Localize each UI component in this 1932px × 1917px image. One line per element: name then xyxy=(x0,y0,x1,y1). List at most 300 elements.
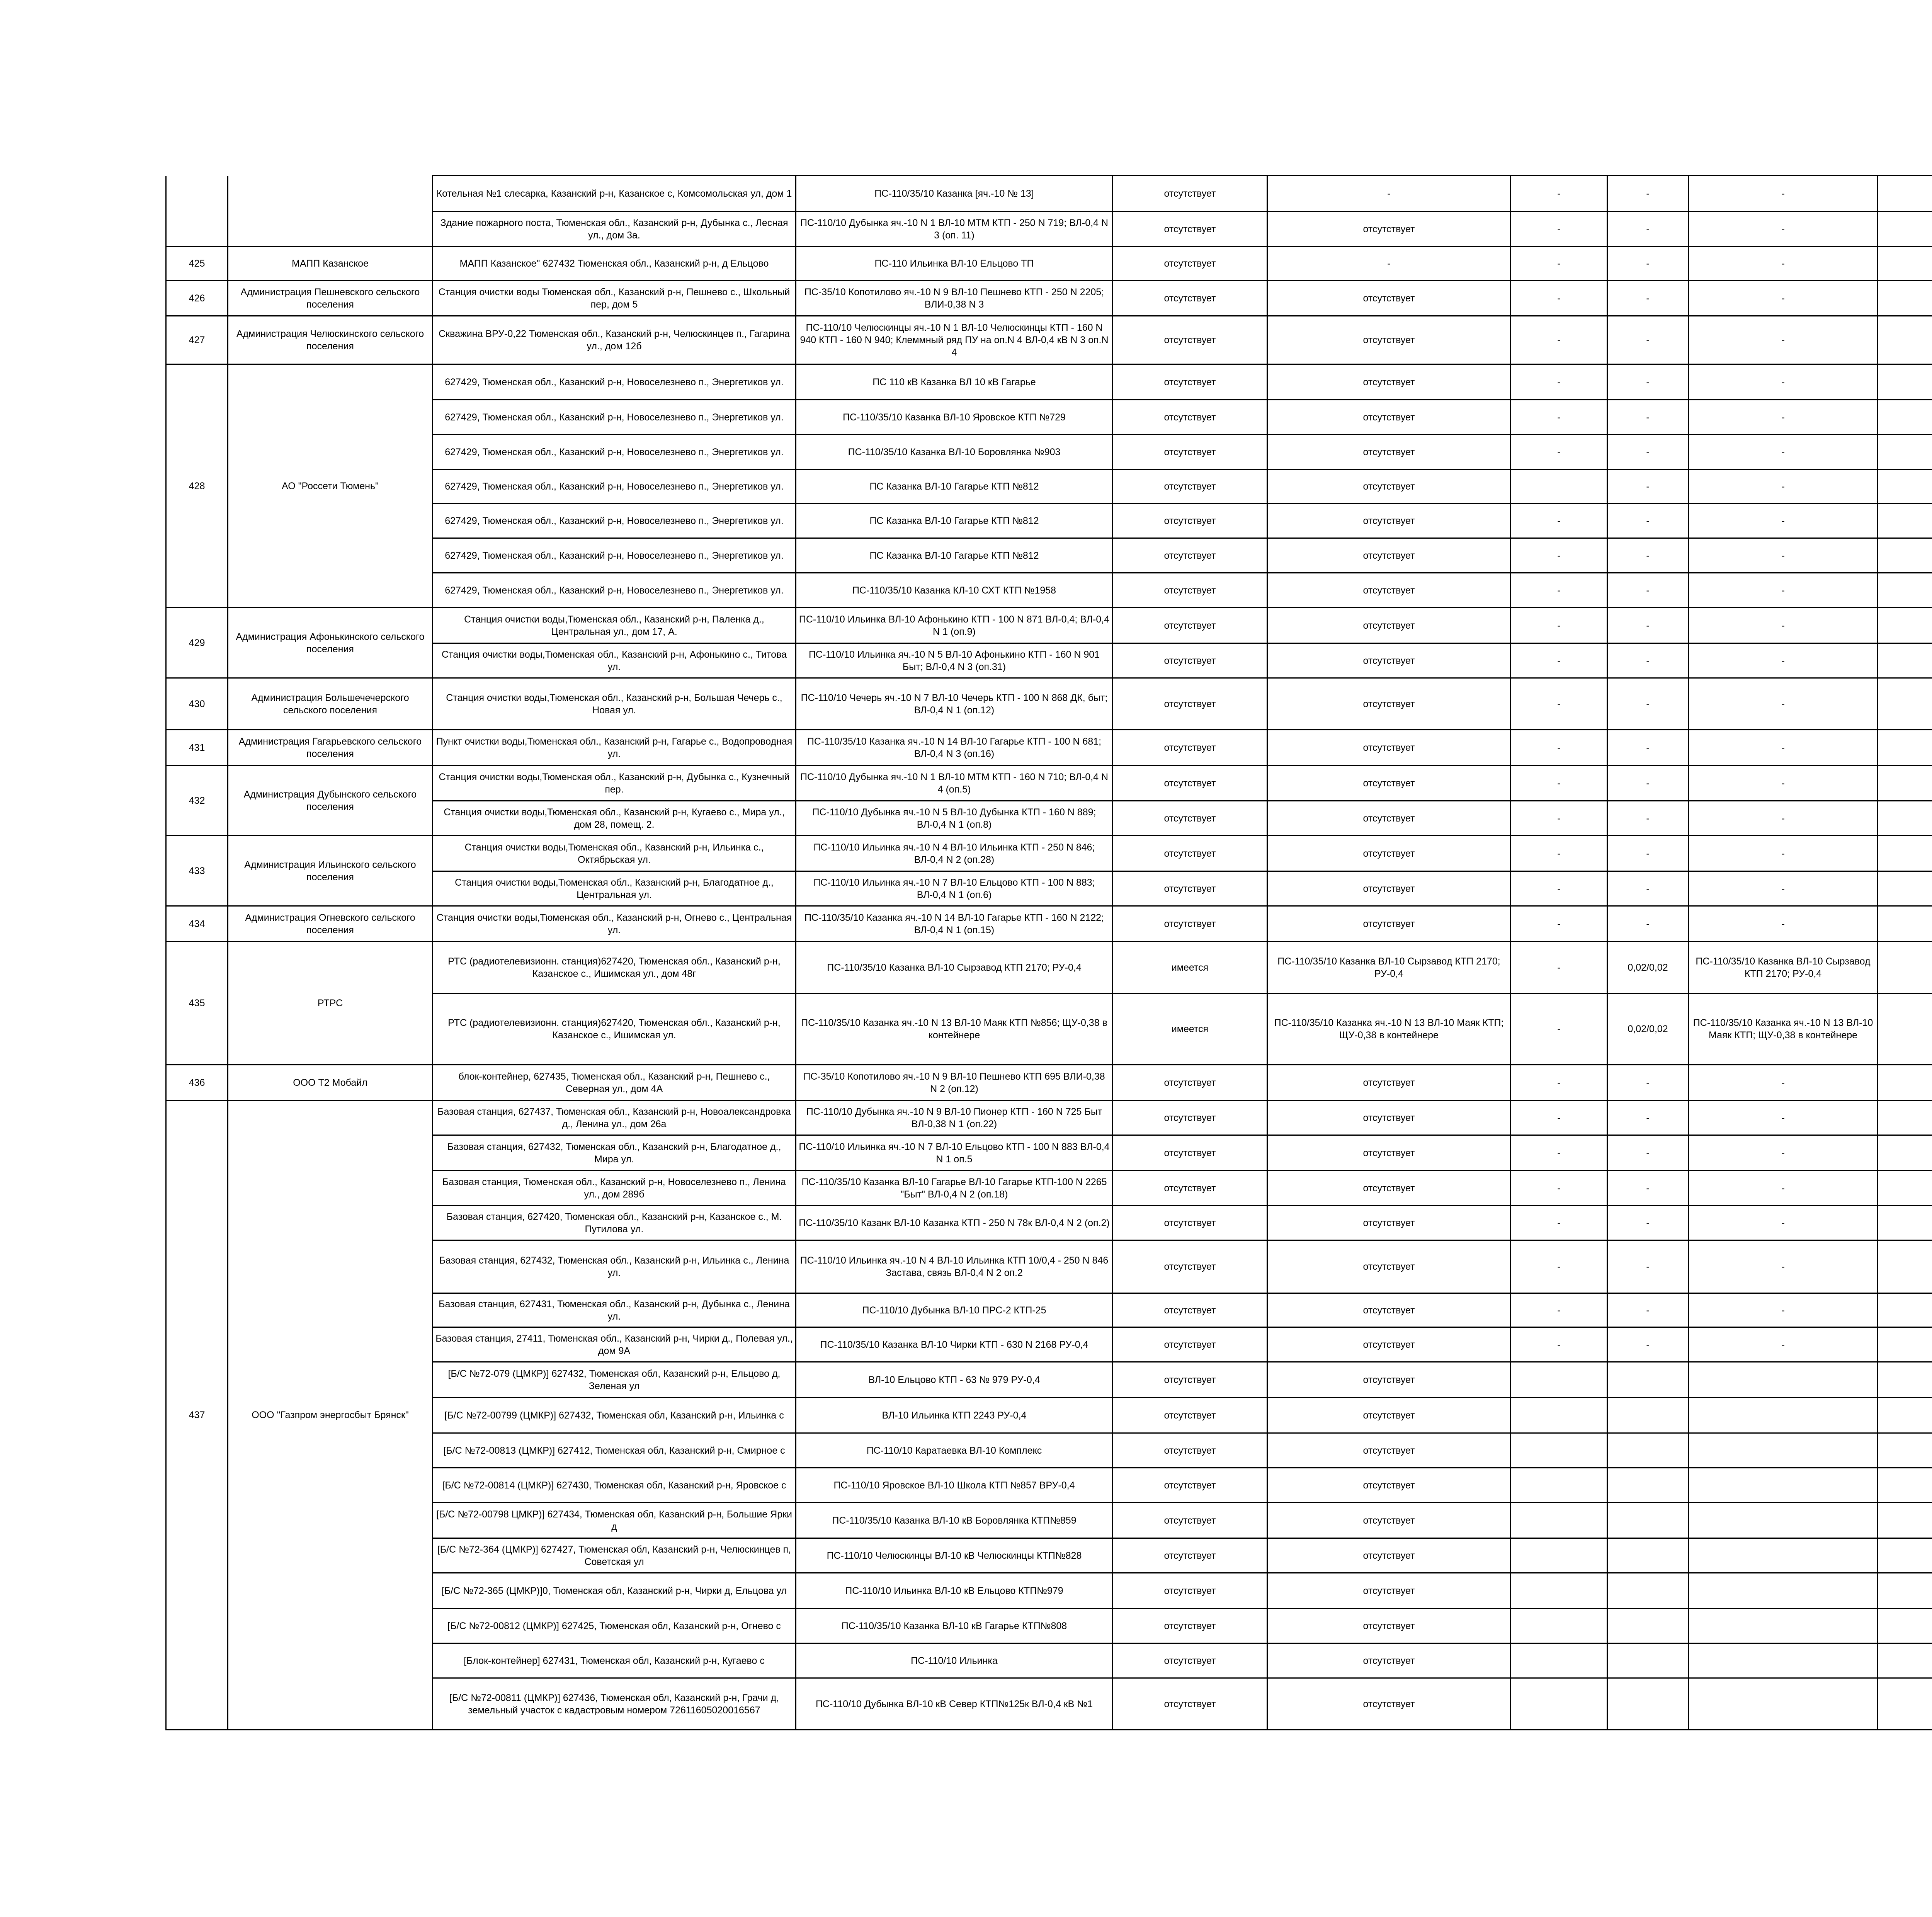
table-row xyxy=(166,765,1932,801)
connection-point: отсутствует xyxy=(1267,1327,1511,1362)
alt-connection-point xyxy=(1689,1643,1878,1678)
connection-point: отсутствует xyxy=(1267,212,1511,247)
availability-status: отсутствует xyxy=(1113,400,1267,435)
row-number: 429 xyxy=(166,608,228,678)
table-row xyxy=(166,1101,1932,1135)
capacity-value: - xyxy=(1511,871,1607,906)
availability-status: отсутствует xyxy=(1113,1433,1267,1468)
alt-connection-point: - xyxy=(1689,503,1878,538)
power-source: ПС-110/35/10 Казанка ВЛ-10 Боровлянка №903 xyxy=(796,435,1113,469)
capacity-ratio: - xyxy=(1607,573,1689,608)
capacity-ratio: - xyxy=(1607,212,1689,247)
availability-status: отсутствует xyxy=(1113,1573,1267,1609)
power-source: ПС-110/10 Ильинка ВЛ-10 Афонькино КТП - 100 N 871 ВЛ-0,4; ВЛ-0,4 N 1 (оп.9) xyxy=(796,608,1113,643)
capacity-ratio: - xyxy=(1607,730,1689,765)
capacity-ratio xyxy=(1607,1468,1689,1503)
connection-point: отсутствует xyxy=(1267,364,1511,400)
availability-status: отсутствует xyxy=(1113,765,1267,801)
organization-name: Администрация Пешневского сельского поселения xyxy=(228,281,433,316)
capacity-ratio: - xyxy=(1607,176,1689,212)
object-address: Базовая станция, 627437, Тюменская обл., Казанский р-н, Новоалександровка д., Ленина ул., дом 26а xyxy=(433,1101,796,1135)
capacity-ratio xyxy=(1607,1433,1689,1468)
object-address: Станция очистки воды,Тюменская обл., Казанский р-н, Ильинка с., Октябрьская ул. xyxy=(433,836,796,871)
power-source: ПС-110 Ильинка ВЛ-10 Ельцово ТП xyxy=(796,247,1113,281)
capacity-value: - xyxy=(1511,176,1607,212)
object-address: [Блок-контейнер] 627431, Тюменская обл, Казанский р-н, Кугаево с xyxy=(433,1643,796,1678)
alt-connection-point: - xyxy=(1689,400,1878,435)
object-address: Станция очистки воды,Тюменская обл., Казанский р-н, Паленка д., Центральная ул., дом 17, А. xyxy=(433,608,796,643)
object-address: Станция очистки воды,Тюменская обл., Казанский р-н, Афонькино с., Титова ул. xyxy=(433,643,796,678)
row-number: 437 xyxy=(166,1101,228,1730)
connection-point: отсутствует xyxy=(1267,1503,1511,1538)
capacity-value: - xyxy=(1511,503,1607,538)
table-row xyxy=(166,1065,1932,1101)
availability-status: отсутствует xyxy=(1113,1293,1267,1327)
alt-connection-point: ПС-110/35/10 Казанка яч.-10 N 13 ВЛ-10 Маяк КТП; ЩУ-0,38 в контейнере xyxy=(1689,993,1878,1065)
table-row xyxy=(166,316,1932,364)
availability-status: отсутствует xyxy=(1113,247,1267,281)
connection-point: отсутствует xyxy=(1267,1643,1511,1678)
power-source: ПС-110/35/10 Казанка яч.-10 N 14 ВЛ-10 Гагарье КТП - 160 N 2122; ВЛ-0,4 N 1 (оп.15) xyxy=(796,906,1113,942)
connection-point: - xyxy=(1267,247,1511,281)
availability-status: отсутствует xyxy=(1113,1065,1267,1101)
alt-capacity-value xyxy=(1878,1503,1932,1538)
alt-capacity-value xyxy=(1878,1293,1932,1327)
capacity-ratio: - xyxy=(1607,316,1689,364)
availability-status: отсутствует xyxy=(1113,1678,1267,1730)
alt-connection-point xyxy=(1689,1538,1878,1573)
connection-point: отсутствует xyxy=(1267,1362,1511,1398)
alt-capacity-value xyxy=(1878,400,1932,435)
organization-name: РТРС xyxy=(228,942,433,1065)
alt-capacity-value xyxy=(1878,316,1932,364)
capacity-value xyxy=(1511,1678,1607,1730)
table-row xyxy=(166,906,1932,942)
capacity-ratio: - xyxy=(1607,1135,1689,1171)
alt-capacity-value xyxy=(1878,1433,1932,1468)
power-source: ПС-110/10 Ильинка яч.-10 N 4 ВЛ-10 Ильинка КТП - 250 N 846; ВЛ-0,4 N 2 (оп.28) xyxy=(796,836,1113,871)
availability-status: отсутствует xyxy=(1113,316,1267,364)
organization-name: Администрация Челюскинского сельского поселения xyxy=(228,316,433,364)
organization-name: Администрация Огневского сельского поселения xyxy=(228,906,433,942)
power-source: ПС-110/10 Дубынка яч.-10 N 1 ВЛ-10 МТМ КТП - 160 N 710; ВЛ-0,4 N 4 (оп.5) xyxy=(796,765,1113,801)
alt-capacity-value xyxy=(1878,1240,1932,1293)
capacity-ratio: - xyxy=(1607,765,1689,801)
capacity-ratio: - xyxy=(1607,469,1689,503)
power-source: ПС Казанка ВЛ-10 Гагарье КТП №812 xyxy=(796,469,1113,503)
capacity-value: - xyxy=(1511,1240,1607,1293)
alt-connection-point: - xyxy=(1689,469,1878,503)
alt-capacity-value xyxy=(1878,364,1932,400)
organization-name xyxy=(228,176,433,247)
object-address: Базовая станция, 27411, Тюменская обл., Казанский р-н, Чирки д., Полевая ул., дом 9А xyxy=(433,1327,796,1362)
power-source: ПС-110/35/10 Казанка [яч.-10 № 13] xyxy=(796,176,1113,212)
object-address: 627429, Тюменская обл., Казанский р-н, Новоселезнево п., Энергетиков ул. xyxy=(433,400,796,435)
capacity-ratio: - xyxy=(1607,538,1689,573)
capacity-value: - xyxy=(1511,1101,1607,1135)
capacity-value: - xyxy=(1511,247,1607,281)
power-source: ПС-110/35/10 Казанка ВЛ-10 Сырзавод КТП 2170; РУ-0,4 xyxy=(796,942,1113,993)
capacity-ratio: - xyxy=(1607,608,1689,643)
capacity-value: - xyxy=(1511,608,1607,643)
connection-point: отсутствует xyxy=(1267,538,1511,573)
alt-connection-point: - xyxy=(1689,1206,1878,1240)
object-address: [Б/С №72-079 (ЦМКР)] 627432, Тюменская обл, Казанский р-н, Ельцово д, Зеленая ул xyxy=(433,1362,796,1398)
object-address: [Б/С №72-00813 (ЦМКР)] 627412, Тюменская обл, Казанский р-н, Смирное с xyxy=(433,1433,796,1468)
object-address: Станция очистки воды,Тюменская обл., Казанский р-н, Большая Чечерь с., Новая ул. xyxy=(433,678,796,730)
alt-connection-point: - xyxy=(1689,538,1878,573)
object-address: Базовая станция, Тюменская обл., Казанский р-н, Новоселезнево п., Ленина ул., дом 289б xyxy=(433,1171,796,1206)
availability-status: отсутствует xyxy=(1113,1398,1267,1433)
object-address: [Б/С №72-365 (ЦМКР)]0, Тюменская обл, Казанский р-н, Чирки д, Ельцова ул xyxy=(433,1573,796,1609)
organization-name: Администрация Гагарьевского сельского поселения xyxy=(228,730,433,765)
row-number: 436 xyxy=(166,1065,228,1101)
object-address: 627429, Тюменская обл., Казанский р-н, Новоселезнево п., Энергетиков ул. xyxy=(433,573,796,608)
capacity-ratio: - xyxy=(1607,801,1689,836)
alt-connection-point: - xyxy=(1689,1101,1878,1135)
capacity-ratio: - xyxy=(1607,1101,1689,1135)
table-body xyxy=(166,176,1932,1730)
power-source: ПС-110/10 Каратаевка ВЛ-10 Комплекс xyxy=(796,1433,1113,1468)
alt-capacity-value xyxy=(1878,435,1932,469)
object-address: [Б/С №72-00812 (ЦМКР)] 627425, Тюменская обл, Казанский р-н, Огнево с xyxy=(433,1609,796,1643)
availability-status: отсутствует xyxy=(1113,1327,1267,1362)
power-source: ПС Казанка ВЛ-10 Гагарье КТП №812 xyxy=(796,538,1113,573)
availability-status: отсутствует xyxy=(1113,1609,1267,1643)
alt-connection-point: - xyxy=(1689,1240,1878,1293)
table-row xyxy=(166,608,1932,643)
availability-status: отсутствует xyxy=(1113,435,1267,469)
connection-point: отсутствует xyxy=(1267,801,1511,836)
capacity-value: - xyxy=(1511,1135,1607,1171)
object-address: РТС (радиотелевизионн. станция)627420, Тюменская обл., Казанский р-н, Казанское с., Ишимская ул., дом 48г xyxy=(433,942,796,993)
organization-name: Администрация Ильинского сельского поселения xyxy=(228,836,433,906)
capacity-ratio: - xyxy=(1607,643,1689,678)
alt-connection-point: - xyxy=(1689,435,1878,469)
connection-point: отсутствует xyxy=(1267,906,1511,942)
capacity-ratio xyxy=(1607,1398,1689,1433)
object-address: [Б/С №72-364 (ЦМКР)] 627427, Тюменская обл, Казанский р-н, Челюскинцев п, Советская ул xyxy=(433,1538,796,1573)
alt-capacity-value xyxy=(1878,1538,1932,1573)
object-address: [Б/С №72-00811 (ЦМКР)] 627436, Тюменская обл, Казанский р-н, Грачи д, земельный участок с кадастровым номером 72611605020016567 xyxy=(433,1678,796,1730)
table-row xyxy=(166,176,1932,212)
power-source: ПС-110/10 Дубынка яч.-10 N 5 ВЛ-10 Дубынка КТП - 160 N 889; ВЛ-0,4 N 1 (оп.8) xyxy=(796,801,1113,836)
capacity-value xyxy=(1511,1538,1607,1573)
row-number: 432 xyxy=(166,765,228,836)
organization-name: МАПП Казанское xyxy=(228,247,433,281)
power-source: ПС-110/35/10 Казанка ВЛ-10 Гагарье ВЛ-10 Гагарье КТП-100 N 2265 "Быт" ВЛ-0,4 N 2 (оп.18) xyxy=(796,1171,1113,1206)
capacity-ratio: - xyxy=(1607,678,1689,730)
connection-point: отсутствует xyxy=(1267,608,1511,643)
alt-capacity-value xyxy=(1878,176,1932,212)
connection-point: отсутствует xyxy=(1267,765,1511,801)
object-address: блок-контейнер, 627435, Тюменская обл., Казанский р-н, Пешнево с., Северная ул., дом 4А xyxy=(433,1065,796,1101)
capacity-value xyxy=(1511,1643,1607,1678)
capacity-ratio xyxy=(1607,1573,1689,1609)
availability-status: имеется xyxy=(1113,993,1267,1065)
capacity-value xyxy=(1511,1398,1607,1433)
alt-connection-point xyxy=(1689,1609,1878,1643)
availability-status: отсутствует xyxy=(1113,906,1267,942)
capacity-ratio: - xyxy=(1607,364,1689,400)
table-row xyxy=(166,942,1932,993)
power-source: ПС-110/35/10 Казанк ВЛ-10 Казанка КТП - 250 N 78к ВЛ-0,4 N 2 (оп.2) xyxy=(796,1206,1113,1240)
alt-connection-point: - xyxy=(1689,176,1878,212)
alt-capacity-value xyxy=(1878,469,1932,503)
alt-capacity-value xyxy=(1878,836,1932,871)
object-address: Пункт очистки воды,Тюменская обл., Казанский р-н, Гагарье с., Водопроводная ул. xyxy=(433,730,796,765)
availability-status: отсутствует xyxy=(1113,1643,1267,1678)
table-row xyxy=(166,678,1932,730)
power-source: ПС Казанка ВЛ-10 Гагарье КТП №812 xyxy=(796,503,1113,538)
alt-capacity-value xyxy=(1878,608,1932,643)
organization-name: ООО Т2 Мобайл xyxy=(228,1065,433,1101)
power-source: ПС-110/10 Дубынка яч.-10 N 9 ВЛ-10 Пионер КТП - 160 N 725 Быт ВЛ-0,38 N 1 (оп.22) xyxy=(796,1101,1113,1135)
table-row xyxy=(166,730,1932,765)
capacity-value xyxy=(1511,1609,1607,1643)
alt-connection-point: - xyxy=(1689,573,1878,608)
alt-connection-point: - xyxy=(1689,871,1878,906)
alt-connection-point: - xyxy=(1689,765,1878,801)
alt-capacity-value xyxy=(1878,765,1932,801)
availability-status: отсутствует xyxy=(1113,871,1267,906)
alt-capacity-value xyxy=(1878,942,1932,993)
power-source: ПС-110/10 Челюскинцы яч.-10 N 1 ВЛ-10 Челюскинцы КТП - 160 N 940 КТП - 160 N 940; Клеммный ряд ПУ на оп.N 4 ВЛ-0,4 кВ N 3 оп.N 4 xyxy=(796,316,1113,364)
capacity-value: - xyxy=(1511,942,1607,993)
object-address: Станция очистки воды Тюменская обл., Казанский р-н, Пешнево с., Школьный пер, дом 5 xyxy=(433,281,796,316)
power-source: ПС-35/10 Копотилово яч.-10 N 9 ВЛ-10 Пешнево КТП 695 ВЛИ-0,38 N 2 (оп.12) xyxy=(796,1065,1113,1101)
capacity-ratio: - xyxy=(1607,247,1689,281)
capacity-ratio: - xyxy=(1607,871,1689,906)
object-address: Станция очистки воды,Тюменская обл., Казанский р-н, Благодатное д., Центральная ул. xyxy=(433,871,796,906)
power-source: ПС-110/35/10 Казанка яч.-10 N 14 ВЛ-10 Гагарье КТП - 100 N 681; ВЛ-0,4 N 3 (оп.16) xyxy=(796,730,1113,765)
power-source: ПС-110/35/10 Казанка ВЛ-10 кВ Гагарье КТП№808 xyxy=(796,1609,1113,1643)
power-source: ПС 110 кВ Казанка ВЛ 10 кВ Гагарье xyxy=(796,364,1113,400)
alt-capacity-value xyxy=(1878,1206,1932,1240)
connection-point: отсутствует xyxy=(1267,1433,1511,1468)
capacity-ratio: - xyxy=(1607,1240,1689,1293)
alt-capacity-value xyxy=(1878,538,1932,573)
table-row xyxy=(166,281,1932,316)
capacity-value: - xyxy=(1511,993,1607,1065)
capacity-ratio xyxy=(1607,1503,1689,1538)
connection-point: отсутствует xyxy=(1267,1135,1511,1171)
alt-connection-point: - xyxy=(1689,247,1878,281)
table-row xyxy=(166,364,1932,400)
object-address: РТС (радиотелевизионн. станция)627420, Тюменская обл., Казанский р-н, Казанское с., Ишимская ул. xyxy=(433,993,796,1065)
capacity-value: - xyxy=(1511,573,1607,608)
alt-connection-point: - xyxy=(1689,364,1878,400)
connection-point: отсутствует xyxy=(1267,730,1511,765)
alt-capacity-value xyxy=(1878,1065,1932,1101)
object-address: Базовая станция, 627432, Тюменская обл., Казанский р-н, Ильинка с., Ленина ул. xyxy=(433,1240,796,1293)
power-connections-table xyxy=(165,175,1932,1730)
connection-point: отсутствует xyxy=(1267,573,1511,608)
alt-capacity-value xyxy=(1878,212,1932,247)
object-address: Базовая станция, 627432, Тюменская обл., Казанский р-н, Благодатное д., Мира ул. xyxy=(433,1135,796,1171)
object-address: 627429, Тюменская обл., Казанский р-н, Новоселезнево п., Энергетиков ул. xyxy=(433,364,796,400)
organization-name: Администрация Дубынского сельского поселения xyxy=(228,765,433,836)
alt-capacity-value xyxy=(1878,1327,1932,1362)
row-number: 435 xyxy=(166,942,228,1065)
availability-status: отсутствует xyxy=(1113,678,1267,730)
connection-point: отсутствует xyxy=(1267,435,1511,469)
row-number: 428 xyxy=(166,364,228,608)
capacity-ratio: - xyxy=(1607,435,1689,469)
connection-point: - xyxy=(1267,176,1511,212)
alt-capacity-value xyxy=(1878,247,1932,281)
alt-connection-point xyxy=(1689,1433,1878,1468)
capacity-value: - xyxy=(1511,643,1607,678)
availability-status: отсутствует xyxy=(1113,503,1267,538)
availability-status: отсутствует xyxy=(1113,176,1267,212)
capacity-ratio xyxy=(1607,1609,1689,1643)
row-number xyxy=(166,176,228,247)
connection-point: отсутствует xyxy=(1267,1065,1511,1101)
power-source: ВЛ-10 Ельцово КТП - 63 № 979 РУ-0,4 xyxy=(796,1362,1113,1398)
availability-status: отсутствует xyxy=(1113,1171,1267,1206)
alt-capacity-value xyxy=(1878,678,1932,730)
availability-status: отсутствует xyxy=(1113,801,1267,836)
capacity-ratio: - xyxy=(1607,1206,1689,1240)
row-number: 427 xyxy=(166,316,228,364)
connection-point: отсутствует xyxy=(1267,503,1511,538)
capacity-ratio xyxy=(1607,1678,1689,1730)
connection-point: отсутствует xyxy=(1267,1293,1511,1327)
connection-point: отсутствует xyxy=(1267,469,1511,503)
power-source: ПС-110/35/10 Казанка ВЛ-10 кВ Боровлянка КТП№859 xyxy=(796,1503,1113,1538)
capacity-value: - xyxy=(1511,1065,1607,1101)
alt-connection-point: - xyxy=(1689,836,1878,871)
availability-status: отсутствует xyxy=(1113,1538,1267,1573)
object-address: Базовая станция, 627420, Тюменская обл., Казанский р-н, Казанское с., М. Путилова ул. xyxy=(433,1206,796,1240)
organization-name: Администрация Большечечерского сельского поселения xyxy=(228,678,433,730)
connection-point: отсутствует xyxy=(1267,871,1511,906)
capacity-value xyxy=(1511,469,1607,503)
capacity-value: - xyxy=(1511,538,1607,573)
connection-point: ПС-110/35/10 Казанка яч.-10 N 13 ВЛ-10 Маяк КТП; ЩУ-0,38 в контейнере xyxy=(1267,993,1511,1065)
availability-status: отсутствует xyxy=(1113,1362,1267,1398)
alt-connection-point xyxy=(1689,1503,1878,1538)
row-number: 426 xyxy=(166,281,228,316)
capacity-ratio: - xyxy=(1607,1065,1689,1101)
capacity-value: - xyxy=(1511,678,1607,730)
connection-point: отсутствует xyxy=(1267,1678,1511,1730)
object-address: [Б/С №72-00814 (ЦМКР)] 627430, Тюменская обл, Казанский р-н, Яровское с xyxy=(433,1468,796,1503)
connection-point: отсутствует xyxy=(1267,400,1511,435)
connection-point: отсутствует xyxy=(1267,1538,1511,1573)
capacity-value: - xyxy=(1511,836,1607,871)
alt-connection-point xyxy=(1689,1468,1878,1503)
row-number: 425 xyxy=(166,247,228,281)
availability-status: отсутствует xyxy=(1113,608,1267,643)
capacity-value xyxy=(1511,1503,1607,1538)
availability-status: отсутствует xyxy=(1113,1240,1267,1293)
alt-capacity-value xyxy=(1878,1135,1932,1171)
power-source: ПС-110/10 Дубынка яч.-10 N 1 ВЛ-10 МТМ КТП - 250 N 719; ВЛ-0,4 N 3 (оп. 11) xyxy=(796,212,1113,247)
capacity-ratio: 0,02/0,02 xyxy=(1607,942,1689,993)
alt-connection-point: - xyxy=(1689,678,1878,730)
availability-status: отсутствует xyxy=(1113,212,1267,247)
object-address: Здание пожарного поста, Тюменская обл., Казанский р-н, Дубынка с., Лесная ул., дом 3а. xyxy=(433,212,796,247)
connection-point: отсутствует xyxy=(1267,281,1511,316)
object-address: 627429, Тюменская обл., Казанский р-н, Новоселезнево п., Энергетиков ул. xyxy=(433,503,796,538)
power-source: ПС-110/35/10 Казанка ВЛ-10 Чирки КТП - 630 N 2168 РУ-0,4 xyxy=(796,1327,1113,1362)
capacity-value: - xyxy=(1511,1171,1607,1206)
object-address: Скважина ВРУ-0,22 Тюменская обл., Казанский р-н, Челюскинцев п., Гагарина ул., дом 12б xyxy=(433,316,796,364)
availability-status: отсутствует xyxy=(1113,730,1267,765)
capacity-value: - xyxy=(1511,364,1607,400)
capacity-value: - xyxy=(1511,435,1607,469)
connection-point: отсутствует xyxy=(1267,1573,1511,1609)
capacity-value xyxy=(1511,1362,1607,1398)
alt-capacity-value xyxy=(1878,1573,1932,1609)
alt-capacity-value xyxy=(1878,1171,1932,1206)
capacity-ratio: - xyxy=(1607,400,1689,435)
alt-capacity-value xyxy=(1878,643,1932,678)
connection-point: отсутствует xyxy=(1267,1609,1511,1643)
capacity-value: - xyxy=(1511,1206,1607,1240)
capacity-ratio xyxy=(1607,1643,1689,1678)
alt-capacity-value xyxy=(1878,1101,1932,1135)
power-source: ПС-110/10 Ильинка яч.-10 N 4 ВЛ-10 Ильинка КТП 10/0,4 - 250 N 846 Застава, связь ВЛ-0,4 N 2 оп.2 xyxy=(796,1240,1113,1293)
availability-status: отсутствует xyxy=(1113,469,1267,503)
alt-connection-point: - xyxy=(1689,1171,1878,1206)
capacity-ratio: - xyxy=(1607,836,1689,871)
connection-point: отсутствует xyxy=(1267,1240,1511,1293)
alt-capacity-value xyxy=(1878,730,1932,765)
alt-capacity-value xyxy=(1878,1398,1932,1433)
alt-connection-point xyxy=(1689,1398,1878,1433)
capacity-ratio xyxy=(1607,1362,1689,1398)
alt-connection-point: - xyxy=(1689,1065,1878,1101)
connection-point: отсутствует xyxy=(1267,1101,1511,1135)
capacity-ratio: 0,02/0,02 xyxy=(1607,993,1689,1065)
power-source: ВЛ-10 Ильинка КТП 2243 РУ-0,4 xyxy=(796,1398,1113,1433)
availability-status: отсутствует xyxy=(1113,281,1267,316)
object-address: [Б/С №72-00798 ЦМКР)] 627434, Тюменская обл, Казанский р-н, Большие Ярки д xyxy=(433,1503,796,1538)
availability-status: имеется xyxy=(1113,942,1267,993)
alt-capacity-value xyxy=(1878,993,1932,1065)
availability-status: отсутствует xyxy=(1113,573,1267,608)
alt-connection-point xyxy=(1689,1362,1878,1398)
alt-capacity-value xyxy=(1878,573,1932,608)
connection-point: отсутствует xyxy=(1267,836,1511,871)
row-number: 433 xyxy=(166,836,228,906)
object-address: 627429, Тюменская обл., Казанский р-н, Новоселезнево п., Энергетиков ул. xyxy=(433,469,796,503)
power-source: ПС-110/10 Чечерь яч.-10 N 7 ВЛ-10 Чечерь КТП - 100 N 868 ДК, быт; ВЛ-0,4 N 1 (оп.12) xyxy=(796,678,1113,730)
alt-connection-point: - xyxy=(1689,1327,1878,1362)
alt-connection-point: - xyxy=(1689,608,1878,643)
availability-status: отсутствует xyxy=(1113,1503,1267,1538)
alt-connection-point xyxy=(1689,1678,1878,1730)
capacity-value: - xyxy=(1511,801,1607,836)
capacity-ratio: - xyxy=(1607,906,1689,942)
capacity-ratio: - xyxy=(1607,1293,1689,1327)
capacity-value: - xyxy=(1511,316,1607,364)
capacity-ratio: - xyxy=(1607,281,1689,316)
alt-connection-point: - xyxy=(1689,1135,1878,1171)
power-source: ПС-110/10 Ильинка яч.-10 N 7 ВЛ-10 Ельцово КТП - 100 N 883; ВЛ-0,4 N 1 (оп.6) xyxy=(796,871,1113,906)
alt-capacity-value xyxy=(1878,906,1932,942)
capacity-value: - xyxy=(1511,1293,1607,1327)
availability-status: отсутствует xyxy=(1113,1101,1267,1135)
alt-connection-point: - xyxy=(1689,316,1878,364)
alt-connection-point: - xyxy=(1689,906,1878,942)
alt-capacity-value xyxy=(1878,1362,1932,1398)
power-source: ПС-110/10 Яровское ВЛ-10 Школа КТП №857 ВРУ-0,4 xyxy=(796,1468,1113,1503)
capacity-ratio: - xyxy=(1607,1327,1689,1362)
